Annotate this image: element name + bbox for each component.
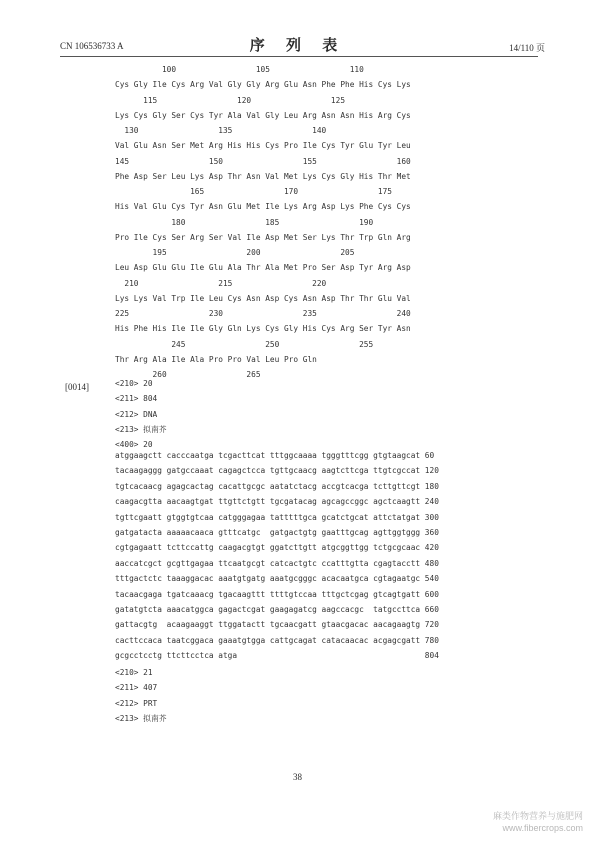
dna-line: tacaacgaga tgatcaaacg tgacaagttt ttttgtccaa tttgctcgag gtcagtgatt 600 [115, 589, 439, 599]
metadata-line: <213> 拟南芥 [115, 713, 167, 723]
sequence-line: Phe Asp Ser Leu Lys Asp Thr Asn Val Met Lys Cys Gly His Thr Met [115, 171, 411, 181]
sequence-line: Cys Gly Ile Cys Arg Val Gly Gly Arg Glu Asn Phe Phe His Cys Lys [115, 80, 411, 90]
sequence-line: 115 120 125 [115, 95, 346, 105]
dna-line: atggaagctt cacccaatga tcgacttcat tttggcaaaa tgggtttcgg gtgtaagcat 60 [115, 451, 435, 460]
sequence-line: 180 185 190 [115, 217, 374, 227]
sequence-line: 225 230 235 240 [115, 309, 411, 318]
dna-line: gatatgtcta aaacatggca gagactcgat gaagagatcg aagccacgc tatgccttca 660 [115, 604, 439, 614]
metadata-line: <211> 407 [115, 683, 158, 693]
sequence-line: 100 105 110 [115, 65, 364, 74]
metadata-line: <210> 20 [115, 379, 153, 388]
sequence-line: 245 250 255 [115, 339, 374, 349]
dna-line: gattacgtg acaagaaggt ttggatactt tgcaacgatt gtaacgacac aacagaagtg 720 [115, 620, 439, 630]
watermark-line-1: 麻类作物营养与施肥网 [492, 811, 583, 821]
dna-line: tttgactctc taaaggacac aaatgtgatg aaatgcgggc acacaatgca cgtagaatgc 540 [115, 574, 439, 584]
sequence-line: Lys Lys Val Trp Ile Leu Cys Asn Asp Cys Asn Asp Thr Thr Glu Val [115, 293, 411, 303]
page-number: 38 [293, 772, 302, 782]
dna-line: tacaagaggg gatgccaaat cagagctcca tgttgcaacg aagtcttcga ttgtcgccat 120 [115, 466, 439, 476]
page-header [0, 0, 595, 60]
protein-sequence-block [115, 62, 411, 382]
sequence-line: Leu Asp Glu Glu Ile Glu Ala Thr Ala Met Pro Ser Asp Tyr Arg Asp [115, 263, 411, 273]
dna-sequence-block [115, 448, 439, 663]
sequence-line: 145 150 155 160 [115, 156, 411, 166]
sequence-line: Pro Ile Cys Ser Arg Ser Val Ile Asp Met Ser Lys Thr Trp Gln Arg [115, 232, 411, 242]
sequence-20-metadata [115, 376, 167, 452]
metadata-line: <400> 20 [115, 440, 153, 449]
sequence-line: His Phe His Ile Ile Gly Gln Lys Cys Gly His Cys Arg Ser Tyr Asn [115, 324, 411, 334]
dna-line: cgtgagaatt tcttccattg caagacgtgt ggatcttgtt atgcggttgg tctgcgcaac 420 [115, 543, 439, 553]
sequence-line: 260 265 [115, 370, 261, 379]
sequence-line: 195 200 205 [115, 248, 355, 257]
sequence-line: Thr Arg Ala Ile Ala Pro Pro Val Leu Pro Gln [115, 354, 317, 364]
watermark-line-2: www.fibercrops.com [502, 823, 583, 833]
paragraph-marker: [0014] [65, 382, 89, 392]
dna-line: caagacgtta aacaagtgat ttgttctgtt tgcgatacag agcagccggc agctcaagtt 240 [115, 497, 439, 507]
metadata-line: <212> PRT [115, 698, 158, 708]
dna-line: tgttcgaatt gtggtgtcaa catgggagaa tatttttgca gcatctgcat attctatgat 300 [115, 512, 439, 522]
dna-line: aaccatcgct gcgttgagaa ttcaatgcgt catcactgtc ccatttgtta cgagtacctt 480 [115, 558, 439, 568]
watermark [493, 810, 583, 834]
sequence-line: 210 215 220 [115, 278, 327, 288]
sequence-line: 130 135 140 [115, 126, 327, 135]
sequence-line: His Val Glu Cys Tyr Asn Glu Met Ile Lys Arg Asp Lys Phe Cys Cys [115, 202, 411, 212]
dna-line: gatgatacta aaaaacaaca gtttcatgc gatgactgtg gaatttgcag agttggtggg 360 [115, 527, 439, 537]
metadata-line: <212> DNA [115, 409, 158, 419]
sequence-21-metadata [115, 665, 167, 726]
publication-number: CN 106536733 A [60, 41, 124, 51]
header-divider [60, 56, 538, 57]
dna-line: tgtcacaacg agagcactag cacattgcgc aatatctacg accgtcacga tcttgttcgt 180 [115, 481, 439, 491]
sequence-line: Lys Cys Gly Ser Cys Tyr Ala Val Gly Leu Arg Asn Asn His Arg Cys [115, 110, 411, 120]
document-title: 序 列 表 [249, 36, 346, 54]
sequence-line: 165 170 175 [115, 187, 392, 196]
page-indicator: 14/110 页 [509, 43, 545, 53]
metadata-line: <211> 804 [115, 394, 158, 404]
metadata-line: <213> 拟南芥 [115, 424, 167, 434]
sequence-line: Val Glu Asn Ser Met Arg His His Cys Pro Ile Cys Tyr Glu Tyr Leu [115, 141, 411, 151]
dna-line: cacttccaca taatcggaca gaaatgtgga cattgcagat catacaacac acgagcgatt 780 [115, 635, 439, 645]
dna-line: gcgcctcctg ttcttcctca atga 804 [115, 651, 439, 661]
metadata-line: <210> 21 [115, 668, 153, 677]
